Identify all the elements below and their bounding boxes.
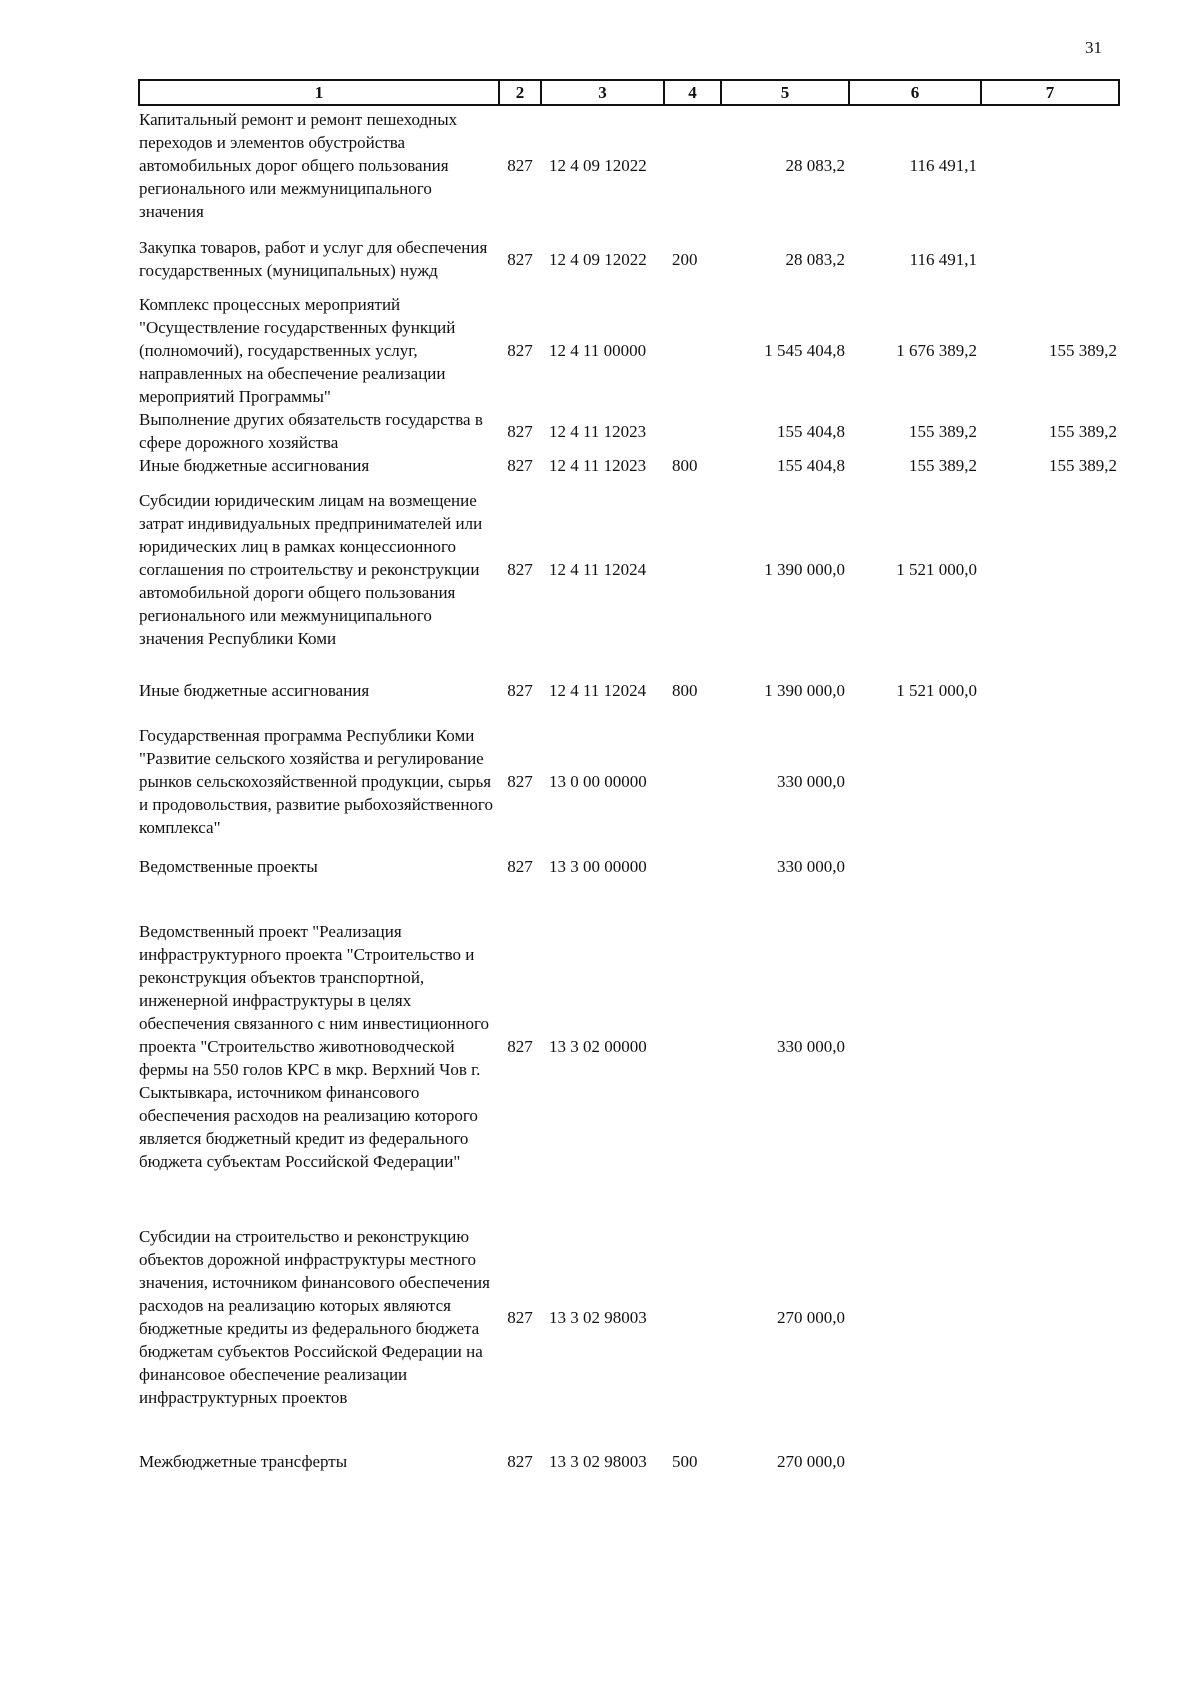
amount-col6 <box>849 1203 981 1431</box>
table-row <box>139 477 1119 661</box>
amount-col6 <box>849 889 981 1203</box>
amount-col5: 28 083,2 <box>785 156 845 175</box>
admin-code: 827 <box>507 856 533 876</box>
target-article: 12 4 11 12023 <box>549 456 647 475</box>
target-article: 13 3 02 98003 <box>549 1307 647 1327</box>
admin-code: 827 <box>507 456 533 475</box>
expense-type: 500 <box>672 1451 698 1471</box>
amount-col5: 330 000,0 <box>777 856 845 876</box>
row-name: Капитальный ремонт и ремонт пешеходных переходов и элементов обустройства автомобильных дорог общего пользования регионального или межмуниципального значения <box>139 110 458 221</box>
table-row <box>139 408 1119 454</box>
amount-col7 <box>981 105 1119 225</box>
target-article: 12 4 09 12022 <box>549 156 647 175</box>
table-row <box>139 719 1119 843</box>
expense-type <box>664 1203 721 1431</box>
column-header-1: 1 <box>139 80 499 105</box>
amount-col7 <box>981 719 1119 843</box>
amount-col7 <box>981 1431 1119 1491</box>
target-article: 13 0 00 00000 <box>549 771 647 791</box>
amount-col5: 330 000,0 <box>777 1036 845 1056</box>
row-name: Иные бюджетные ассигнования <box>139 680 370 700</box>
amount-col5: 155 404,8 <box>777 456 845 475</box>
table-row <box>139 843 1119 889</box>
amount-col5: 270 000,0 <box>777 1307 845 1327</box>
table-row <box>139 105 1119 225</box>
admin-code: 827 <box>507 156 533 175</box>
admin-code: 827 <box>507 1307 533 1327</box>
amount-col7 <box>981 225 1119 293</box>
table-row <box>139 1431 1119 1491</box>
row-name: Субсидии юридическим лицам на возмещение затрат индивидуальных предпринимателей или юридических лиц в рамках концессионного соглашения по строительству и реконструкции автомобильной дороги общего пользования регионального или межмуниципального значения Республики Коми <box>139 490 483 648</box>
amount-col6 <box>849 843 981 889</box>
amount-col7 <box>981 661 1119 719</box>
amount-col6: 1 676 389,2 <box>896 341 977 360</box>
table-row <box>139 661 1119 719</box>
amount-col6: 1 521 000,0 <box>896 559 977 579</box>
table-row <box>139 1203 1119 1431</box>
expense-type <box>664 293 721 408</box>
admin-code: 827 <box>507 680 533 700</box>
amount-col7 <box>981 889 1119 1203</box>
amount-col7: 155 389,2 <box>1049 421 1117 441</box>
table-row <box>139 293 1119 408</box>
row-name: Закупка товаров, работ и услуг для обеспечения государственных (муниципальных) нужд <box>139 238 488 280</box>
admin-code: 827 <box>507 1036 533 1056</box>
target-article: 12 4 11 12024 <box>549 559 647 579</box>
amount-col6: 155 389,2 <box>909 456 977 475</box>
amount-col6: 116 491,1 <box>909 249 977 269</box>
target-article: 12 4 11 12024 <box>549 680 647 700</box>
amount-col5: 330 000,0 <box>777 771 845 791</box>
amount-col5: 1 390 000,0 <box>764 680 845 700</box>
row-name: Ведомственные проекты <box>139 856 318 876</box>
expense-type <box>664 408 721 454</box>
amount-col7 <box>981 843 1119 889</box>
amount-col5: 1 545 404,8 <box>764 341 845 360</box>
expense-type <box>664 843 721 889</box>
header-row <box>139 80 1119 105</box>
admin-code: 827 <box>507 249 533 269</box>
amount-col5: 270 000,0 <box>777 1451 845 1471</box>
column-header-6: 6 <box>849 80 981 105</box>
target-article: 12 4 09 12022 <box>549 249 647 269</box>
amount-col7: 155 389,2 <box>1049 341 1117 360</box>
amount-col6: 116 491,1 <box>909 156 977 175</box>
row-name: Межбюджетные трансферты <box>139 1451 348 1471</box>
column-header-5: 5 <box>721 80 849 105</box>
admin-code: 827 <box>507 1451 533 1471</box>
admin-code: 827 <box>507 341 533 360</box>
target-article: 12 4 11 12023 <box>549 421 647 441</box>
column-header-4: 4 <box>664 80 721 105</box>
amount-col7 <box>981 477 1119 661</box>
expense-type <box>664 719 721 843</box>
table-row <box>139 225 1119 293</box>
expense-type: 200 <box>672 249 698 269</box>
row-name: Комплекс процессных мероприятий "Осуществление государственных функций (полномочий), государственных услуг, направленных на обеспечение реализации мероприятий Программы" <box>139 295 456 406</box>
budget-table <box>138 79 1120 1491</box>
admin-code: 827 <box>507 771 533 791</box>
expense-type: 800 <box>672 456 698 475</box>
amount-col7: 155 389,2 <box>1049 456 1117 475</box>
row-name: Ведомственный проект "Реализация инфраструктурного проекта "Строительство и реконструкция объектов транспортной, инженерной инфраструктуры в целях обеспечения связанного с ним инвестиционного проекта "Строительство животноводческой фермы на 550 голов КРС в мкр. Верхний Чов г. Сыктывкара, источником финансового обеспечения расходов на реализацию которого является бюджетный кредит из федерального бюджета субъектам Российской Федерации" <box>139 921 490 1171</box>
amount-col7 <box>981 1203 1119 1431</box>
page-number: 31 <box>1085 38 1102 57</box>
table-row <box>139 454 1119 477</box>
column-header-3: 3 <box>541 80 664 105</box>
row-name: Субсидии на строительство и реконструкцию объектов дорожной инфраструктуры местного значения, источником финансового обеспечения расходов на реализацию которых являются бюджетные кредиты из федерального бюджета бюджетам субъектов Российской Федерации на финансовое обеспечение реализации инфраструктурных проектов <box>139 1227 490 1407</box>
expense-type <box>664 889 721 1203</box>
column-header-2: 2 <box>499 80 541 105</box>
target-article: 12 4 11 00000 <box>549 341 647 360</box>
row-name: Иные бюджетные ассигнования <box>139 456 370 475</box>
expense-type <box>664 477 721 661</box>
target-article: 13 3 00 00000 <box>549 856 647 876</box>
row-name: Государственная программа Республики Коми "Развитие сельского хозяйства и регулирование рынков сельскохозяйственной продукции, сырья и продовольствия, развитие рыбохозяйственного комплекса" <box>139 725 493 837</box>
admin-code: 827 <box>507 421 533 441</box>
column-header-7: 7 <box>981 80 1119 105</box>
amount-col5: 28 083,2 <box>785 249 845 269</box>
amount-col6 <box>849 1431 981 1491</box>
row-name: Выполнение других обязательств государства в сфере дорожного хозяйства <box>139 410 483 452</box>
table-row <box>139 889 1119 1203</box>
amount-col5: 1 390 000,0 <box>764 559 845 579</box>
target-article: 13 3 02 00000 <box>549 1036 647 1056</box>
amount-col6: 1 521 000,0 <box>896 680 977 700</box>
admin-code: 827 <box>507 559 533 579</box>
target-article: 13 3 02 98003 <box>549 1451 647 1471</box>
amount-col6 <box>849 719 981 843</box>
amount-col6: 155 389,2 <box>909 421 977 441</box>
expense-type: 800 <box>672 680 698 700</box>
amount-col5: 155 404,8 <box>777 421 845 441</box>
expense-type <box>664 105 721 225</box>
